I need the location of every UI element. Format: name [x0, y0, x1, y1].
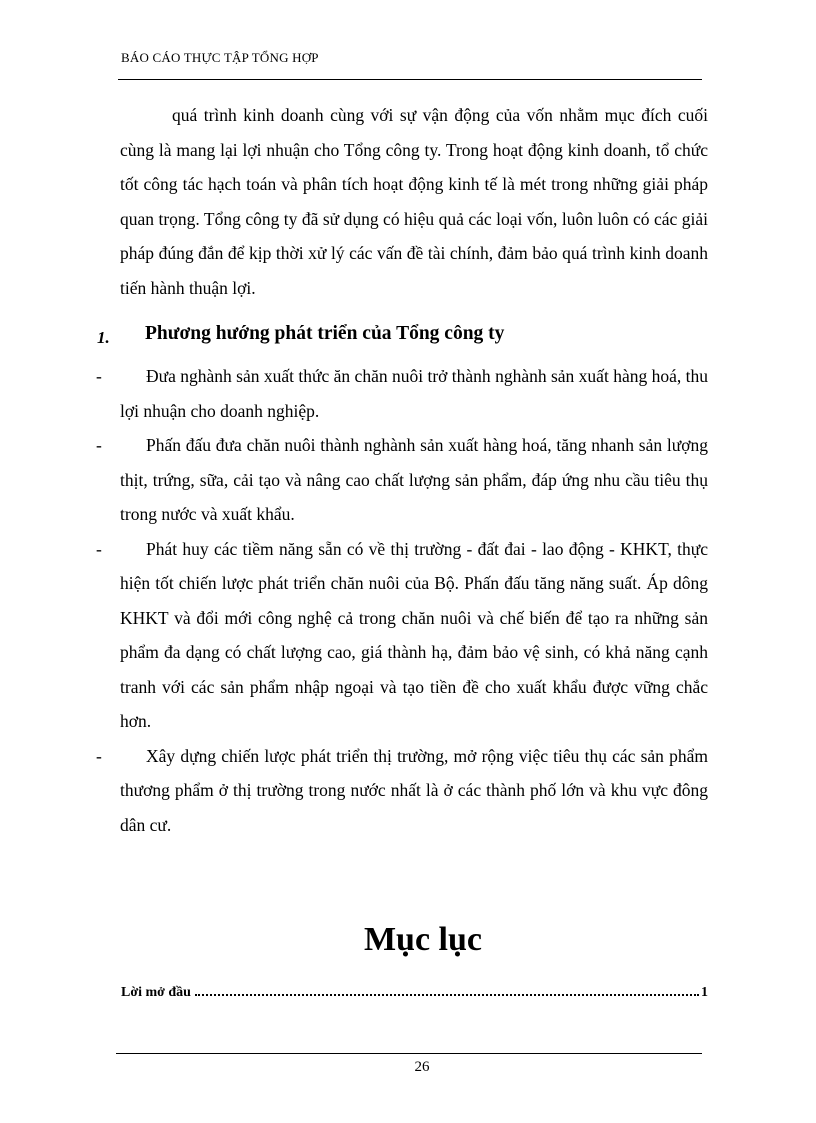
page-header-title: BÁO CÁO THỰC TẬP TỔNG HỢP	[121, 50, 319, 65]
bullet-item	[96, 428, 708, 532]
bullet-dash: -	[96, 538, 102, 559]
toc-entry-label: Lời mở đầu	[121, 985, 191, 1000]
toc-dot-leader	[195, 994, 699, 996]
section-number: 1.	[97, 328, 110, 347]
bullet-dash: -	[96, 745, 102, 766]
bullet-text: Phấn đấu đưa chăn nuôi thành nghành sản xuất hàng hoá, tăng nhanh sản lượng thịt, trứng, sữa, cải tạo và nâng cao chất lượng sản phẩm, đáp ứng nhu cầu tiêu thụ trong nước và xuất khẩu.	[120, 435, 708, 524]
section-title: Phương hướng phát triển của Tổng công ty	[145, 323, 505, 344]
toc-entry[interactable]	[121, 985, 708, 1007]
bullet-item	[96, 532, 708, 739]
bullet-text: Xây dựng chiến lược phát triển thị trường, mở rộng việc tiêu thụ các sản phẩm thương phẩm ở thị trường trong nước nhất là ở các thành phố lớn và khu vực đông dân cư.	[120, 745, 708, 835]
bullet-dash: -	[96, 435, 102, 455]
toc-title: Mục lục	[363, 921, 483, 958]
section-heading	[97, 317, 708, 353]
intro-paragraph: quá trình kinh doanh cùng với sự vận động của vốn nhằm mục đích cuối cùng là mang lại lợi nhuận cho Tổng công ty. Trong hoạt động kinh doanh, tổ chức tốt công tác hạch toán và phân tích hoạt động kinh tế là mét trong những giải pháp quan trọng. Tổng công ty đã sử dụng có hiệu quả các loại vốn, luôn luôn có các giải pháp đúng đắn để kịp thời xử lý các vấn đề tài chính, đảm bảo quá trình kinh doanh tiến hành thuận lợi.	[120, 105, 708, 298]
document-body	[96, 98, 708, 842]
page-number: 26	[414, 1059, 430, 1075]
bullet-text: Phát huy các tiềm năng sẵn có về thị trường - đất đai - lao động - KHKT, thực hiện tốt chiến lược phát triển chăn nuôi của Bộ. Phấn đấu tăng năng suất. Áp dông KHKT và đổi mới công nghệ cả trong chăn nuôi và chế biến để tạo ra những sản phẩm đa dạng có chất lượng cao, giá thành hạ, đảm bảo vệ sinh, có khả năng cạnh tranh với các sản phẩm nhập ngoại và tạo tiền đề cho xuất khẩu được vững chắc hơn.	[120, 538, 708, 731]
bullet-text: Đưa nghành sản xuất thức ăn chăn nuôi trở thành nghành sản xuất hàng hoá, thu lợi nhuận cho doanh nghiệp.	[120, 366, 708, 421]
toc-entry-page: 1	[701, 985, 708, 1000]
bullet-list	[96, 359, 708, 842]
footer-divider	[116, 1053, 702, 1054]
bullet-dash: -	[96, 366, 102, 386]
bullet-item	[96, 739, 708, 843]
bullet-item	[96, 359, 708, 428]
header-divider	[118, 79, 702, 80]
